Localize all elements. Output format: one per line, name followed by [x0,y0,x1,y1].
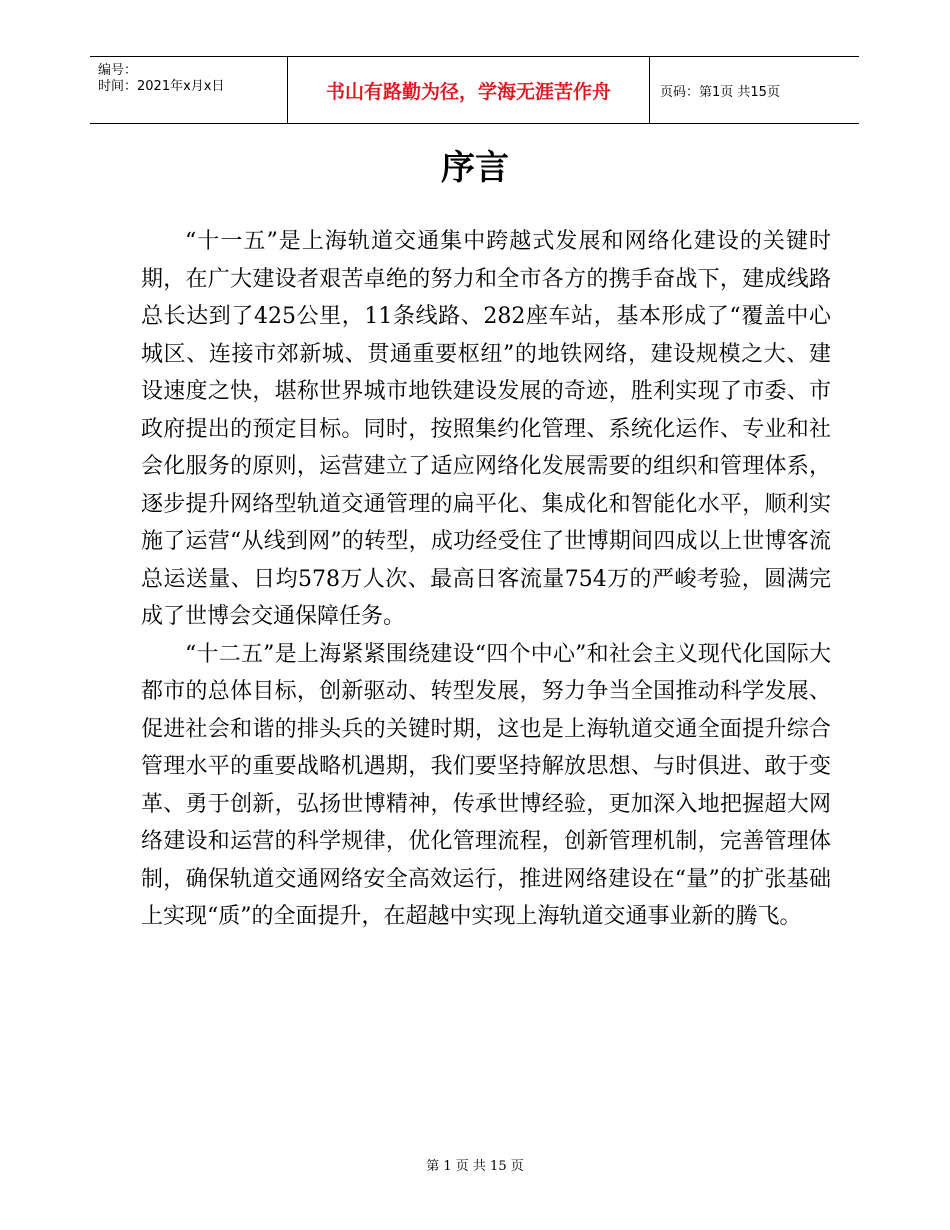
paragraph-2: “十二五”是上海紧紧围绕建设“四个中心”和社会主义现代化国际大都市的总体目标，创新驱动、转型发展，努力争当全国推动科学发展、促进社会和谐的排头兵的关键时期，这也是上海轨道交通全面提升综合管理水平的重要战略机遇期，我们要坚持解放思想、与时俱进、敢于变革、勇于创新，弘扬世博精神，传承世博经验，更加深入地把握超大网络建设和运营的科学规律，优化管理流程，创新管理机制，完善管理体制，确保轨道交通网络安全高效运行，推进网络建设在“量”的扩张基础上实现“质”的全面提升，在超越中实现上海轨道交通事业新的腾飞。 [141,641,831,929]
document-time-label: 时间：2021年x月x日 [98,79,225,94]
header-page-info: 页码：第1页 共15页 [660,84,780,100]
body-text [141,223,831,936]
page-title: 序言 [441,148,509,188]
paragraph-1: “十一五”是上海轨道交通集中跨越式发展和网络化建设的关键时期，在广大建设者艰苦卓绝的努力和全市各方的携手奋战下，建成线路总长达到了425公里，11条线路、282座车站，基本形成了“覆盖中心城区、连接市郊新城、贯通重要枢纽”的地铁网络，建设规模之大、建设速度之快，堪称世界城市地铁建设发展的奇迹，胜利实现了市委、市政府提出的预定目标。同时，按照集约化管理、系统化运作、专业和社会化服务的原则，运营建立了适应网络化发展需要的组织和管理体系，逐步提升网络型轨道交通管理的扁平化、集成化和智能化水平，顺利实施了运营“从线到网”的转型，成功经受住了世博期间四成以上世博客流总运送量、日均578万人次、最高日客流量754万的严峻考验，圆满完成了世博会交通保障任务。 [141,229,831,629]
header-motto: 书山有路勤为径，学海无涯苦作舟 [287,57,650,123]
document-number-label: 编号： [98,63,138,78]
document-header [90,56,859,124]
header-meta [90,57,287,123]
page-footer: 第 1 页 共 15 页 [426,1159,524,1174]
